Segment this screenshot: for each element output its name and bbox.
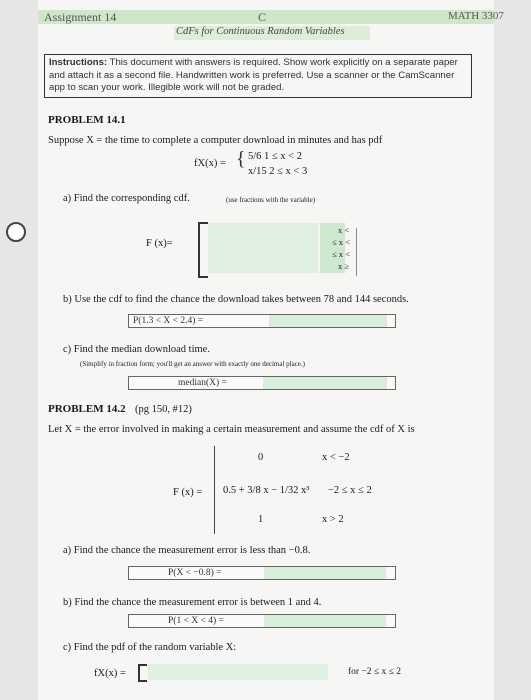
p1-b-fill <box>269 315 387 327</box>
cdf-expression-area[interactable] <box>208 223 318 273</box>
cdf-cond-1: x < <box>338 225 350 235</box>
problem1-title: PROBLEM 14.1 <box>48 114 126 126</box>
p1-part-b: b) Use the cdf to find the chance the download takes between 78 and 144 seconds. <box>63 294 409 305</box>
p2-row2-cond: −2 ≤ x ≤ 2 <box>328 485 372 496</box>
p1-c-answer-field[interactable] <box>128 376 396 390</box>
pdf-row1: 5/6 1 ≤ x < 2 <box>248 151 302 162</box>
p2-b-answer-field[interactable] <box>128 614 396 628</box>
p2-cdf-lhs: F (x) = <box>173 487 203 498</box>
p1-b-label: P(1.3 < X < 2.4) = <box>133 316 204 326</box>
p2-row2-val: 0.5 + 3/8 x − 1/32 x³ <box>223 485 310 496</box>
cdf-cond-divider <box>356 228 365 276</box>
assignment-label: Assignment 14 <box>44 10 117 24</box>
p2-a-answer-field[interactable] <box>128 566 396 580</box>
problem2-ref: (pg 150, #12) <box>135 404 192 415</box>
instructions-label: Instructions: <box>49 57 108 68</box>
course-label: MATH 3307 <box>448 10 504 22</box>
p1-b-answer-field[interactable] <box>128 314 396 328</box>
p2-part-c: c) Find the pdf of the random variable X: <box>63 642 237 653</box>
pdf-brace: { <box>236 148 246 170</box>
p1-part-c: c) Find the median download time. <box>63 344 210 355</box>
problem1-intro: Suppose X = the time to complete a computer download in minutes and has pdf <box>48 135 383 146</box>
p2-part-a: a) Find the chance the measurement error is less than −0.8. <box>63 545 311 556</box>
cdf-cond-2: ≤ x < <box>332 237 350 247</box>
worksheet-subtitle: CdFs for Continuous Random Variables <box>176 26 345 37</box>
instructions-text: This document with answers is required. Show work explicitly on a separate paper and attach it as a second file. Handwritten work is preferred. Use a scanner or the CamScanner app to scan your work. Illegible work will not be graded. <box>49 57 458 93</box>
p2-row3-cond: x > 2 <box>322 514 344 525</box>
cdf-lhs: F (x)= <box>146 238 173 249</box>
p2-row3-val: 1 <box>258 514 264 525</box>
p2-part-b: b) Find the chance the measurement error is between 1 and 4. <box>63 597 322 608</box>
pdf-row2: x/15 2 ≤ x < 3 <box>248 166 308 177</box>
p2-c-lhs: fX(x) = <box>94 668 126 679</box>
problem2-title: PROBLEM 14.2 <box>48 403 126 415</box>
cdf-cond-4: x ≥ <box>338 261 350 271</box>
p1-c-fill <box>263 377 387 389</box>
p1-c-label: median(X) = <box>178 378 227 388</box>
p2-c-bracket <box>138 664 147 682</box>
p2-c-cond: for −2 ≤ x ≤ 2 <box>348 667 401 677</box>
p2-a-fill <box>264 567 386 579</box>
p2-row1-cond: x < −2 <box>322 452 350 463</box>
problem2-intro: Let X = the error involved in making a certain measurement and assume the cdf of X is <box>48 424 415 435</box>
p2-a-label: P(X < −0.8) = <box>168 568 222 578</box>
p2-b-label: P(1 < X < 4) = <box>168 616 224 626</box>
p2-b-fill <box>264 615 386 627</box>
p1-part-a: a) Find the corresponding cdf. <box>63 193 190 204</box>
header-mid: C <box>258 10 267 24</box>
pdf-lhs: fX(x) = <box>194 158 226 169</box>
select-radio-icon[interactable] <box>6 222 26 242</box>
p1-part-c-note: (Simplify in fraction form; you'll get an answer with exactly one decimal place.) <box>80 360 305 368</box>
cdf-left-bracket <box>198 222 208 278</box>
instructions-box <box>44 54 472 98</box>
p2-pdf-answer-area[interactable] <box>148 664 328 680</box>
p2-brace <box>214 446 219 534</box>
p1-part-a-note: (use fractions with the variable) <box>226 196 316 204</box>
worksheet-page <box>38 0 504 700</box>
cdf-cond-3: ≤ x < <box>332 249 350 259</box>
p2-row1-val: 0 <box>258 452 264 463</box>
